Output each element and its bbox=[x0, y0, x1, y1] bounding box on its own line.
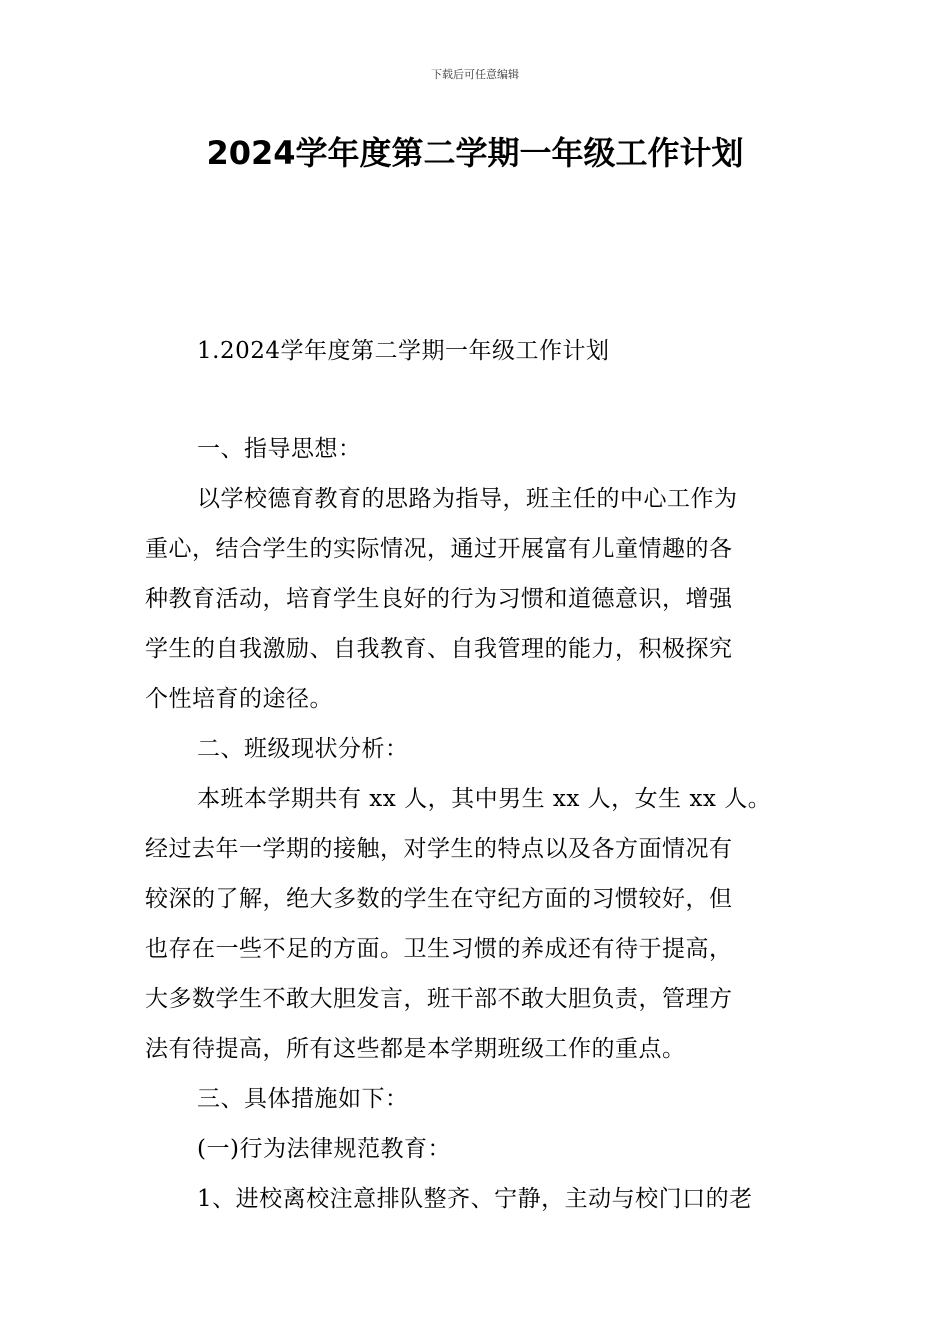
body-line: 1、进校离校注意排队整齐、宁静，主动与校门口的老 bbox=[197, 1186, 753, 1212]
body-line: 较深的了解，绝大多数的学生在守纪方面的习惯较好，但 bbox=[145, 886, 733, 912]
header-note: 下载后可任意编辑 bbox=[431, 68, 519, 81]
item-heading: 1.2024学年度第二学期一年级工作计划 bbox=[197, 338, 610, 364]
body-line: 重心，结合学生的实际情况，通过开展富有儿童情趣的各 bbox=[145, 536, 733, 562]
body-line: 以学校德育教育的思路为指导，班主任的中心工作为 bbox=[197, 486, 738, 512]
body-line: 大多数学生不敢大胆发言，班干部不敢大胆负责，管理方 bbox=[145, 986, 733, 1012]
document-body bbox=[145, 424, 807, 1224]
body-line: 种教育活动，培育学生良好的行为习惯和道德意识，增强 bbox=[145, 586, 733, 612]
body-line: (一)行为法律规范教育： bbox=[197, 1136, 451, 1162]
body-line: 学生的自我激励、自我教育、自我管理的能力，积极探究 bbox=[145, 636, 733, 662]
body-line: 法有待提高，所有这些都是本学期班级工作的重点。 bbox=[145, 1036, 686, 1062]
document-title: 2024学年度第二学期一年级工作计划 bbox=[206, 134, 744, 172]
body-line: 一、指导思想： bbox=[197, 436, 362, 462]
body-line: 三、具体措施如下： bbox=[197, 1086, 409, 1112]
body-line: 经过去年一学期的接触，对学生的特点以及各方面情况有 bbox=[145, 836, 733, 862]
body-line: 二、班级现状分析： bbox=[197, 736, 409, 762]
body-line: 本班本学期共有 xx 人，其中男生 xx 人，女生 xx 人。 bbox=[197, 786, 772, 812]
item-heading-block bbox=[145, 326, 807, 376]
body-line: 也存在一些不足的方面。卫生习惯的养成还有待于提高， bbox=[145, 936, 733, 962]
body-line: 个性培育的途径。 bbox=[145, 686, 333, 712]
